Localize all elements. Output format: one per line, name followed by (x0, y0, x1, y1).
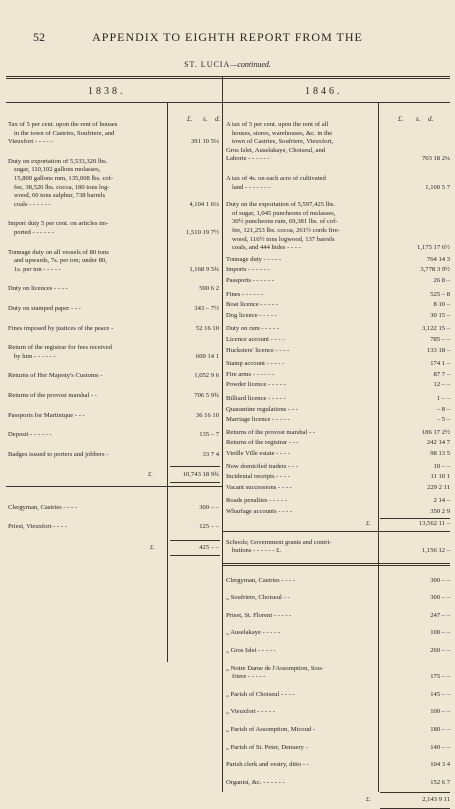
right-row-amount: 1,175 17 6½ (417, 244, 450, 252)
right-row-text: Licence account - - - - (226, 336, 285, 343)
left-total-rule (170, 482, 220, 483)
right-row-text: Laborie - - - - - - (226, 155, 270, 163)
schools-amount: 1,156 12 – (421, 547, 450, 555)
right-total: 13,562 11 – (418, 519, 450, 527)
right-row-text: Roads penalties - - - - - (226, 497, 287, 505)
left-row-amount: 1,510 19 7½ (186, 229, 219, 236)
right-clergy-row-amount: 140 – – (430, 743, 450, 751)
left-row-text: Fines imposed by justices of the peace - (8, 324, 114, 332)
right-row-text: Tonnage duty - - - - - (226, 255, 282, 263)
right-clergy-row-text: „ Vieuxfort - - - - - (226, 708, 275, 716)
right-total2-label: £. (366, 796, 371, 804)
right-row-amount: – 8 – (436, 405, 450, 413)
left-row-text: Duty on exportation of 5,533,320 lbs. (8, 157, 108, 165)
right-clergy-row-text: „ Parish of Assomption, Micoud - (226, 726, 316, 733)
right-row-amount: 26 8 – (433, 277, 450, 284)
right-total-rule (222, 531, 450, 532)
left-row-amount: 33 7 4 (202, 450, 219, 458)
top-rule (6, 76, 450, 77)
right-row-text: Stamp account - - - - - (226, 360, 285, 368)
left-clergy-row-text: Clergyman, Castries - - - - (8, 504, 78, 512)
right-row-text: Hucksters' licence - - - - (226, 346, 290, 354)
right-row-text: Vacant successions - - - - (226, 483, 292, 491)
left-row-text: 15,800 gallons rum, 135,008 lbs. cof- (14, 175, 114, 182)
right-clergy-row-amount: 100 – – (430, 708, 450, 716)
right-total2-rule-top (380, 792, 450, 793)
top-rule-2 (6, 78, 450, 79)
right-row-text: land - - - - - - - (232, 183, 271, 191)
left-total-label: £. (148, 471, 153, 479)
left-row-amount: 590 6 2 (199, 285, 219, 293)
right-row-amount: 87 7 – (433, 370, 450, 378)
right-clergy-row-text: Priest, St. Florent - - - - - (226, 611, 292, 619)
right-row-amount: 133 18 – (426, 346, 450, 354)
left-row-text: Tax of 5 per cent. upon the rent of houses (8, 121, 118, 128)
left-row-text: Return of the registrar for fees received (8, 344, 112, 352)
left-row-text: fee, 38,520 lbs. cocoa, 180 tons log- (14, 183, 110, 191)
left-money-divider (167, 102, 168, 662)
right-row-amount: 174 1 – (430, 360, 450, 368)
left-row-text: coals - - - - - - (14, 200, 51, 208)
left-row-amount: 609 14 1 (195, 352, 219, 360)
right-row-text: Incidental receipts - - - - (226, 473, 290, 481)
right-clergy-row-text: „ Parish of St. Peter, Denuery - (226, 743, 308, 751)
right-row-text: Wharfage accounts - - - - (226, 508, 293, 515)
right-row-amount: 764 14 3 (426, 255, 450, 263)
left-row-text: Duty on stamped paper - - - (8, 305, 81, 312)
right-row-amount: 1,100 5 7 (425, 183, 450, 191)
left-row-amount: 52 16 10 (195, 324, 219, 332)
right-row-text: Imports - - - - - - (226, 266, 270, 274)
right-row-text: Duty on the exportation of 5,597,425 lbs. (226, 201, 335, 209)
right-clergy-row-text: „ Parish of Choiseul - - - - (226, 690, 295, 698)
right-subtotal-rule (380, 518, 450, 519)
right-clergy-row-text: „ Soufriere, Choiseul - - (226, 594, 290, 602)
right-clergy-row-amount: 300 – – (430, 576, 450, 584)
island-heading (0, 60, 455, 69)
left-row-text: sugar, 110,102 gallons molasses, (14, 166, 101, 174)
page-header (0, 30, 455, 46)
right-row-text: houses, stores, warehouses, &c. in the (232, 129, 333, 137)
right-row-text: Powder licence - - - - - (226, 381, 286, 389)
left-currency-2: d. (215, 115, 221, 123)
year-rule (6, 102, 450, 103)
left-year: 1838. (88, 86, 126, 97)
right-clergy-row-amount: 300 – – (430, 594, 450, 602)
left-row-text: Tonnage duty on all vessels of 80 tons (8, 248, 109, 256)
schools-row-text: butions - - - - - - £. (232, 547, 282, 555)
right-row-amount: 350 2 9 (430, 508, 450, 515)
right-clergy-row-amount: 145 – – (430, 690, 450, 698)
left-total2-rule (170, 555, 220, 556)
right-total-label: £. (366, 519, 371, 527)
left-row-text: Badges issued to porters and jobbers - (8, 450, 109, 458)
left-row-amount: 36 16 10 (195, 411, 219, 419)
right-row-amount: 11 10 1 (430, 473, 450, 481)
right-row-text: Now domiciled traders - - - (226, 462, 298, 470)
right-money-divider (378, 102, 379, 792)
right-row-text: Passports - - - - - - (226, 277, 274, 284)
left-clergy-row-text: Priest, Vieuxfort - - - - (8, 523, 67, 530)
right-row-text: Dog licence - - - - - (226, 311, 277, 319)
right-row-amount: 229 2 11 (427, 483, 450, 491)
left-row-text: Import duty 5 per cent. on articles im- (8, 220, 109, 228)
left-row-text: Returns of Her Majesty's Customs - (8, 372, 103, 380)
right-clergy-row-text: „ Auselakaye - - - - - (226, 629, 281, 637)
left-total2-rule-top (170, 540, 220, 541)
left-clergy-row-amount: 125 – – (199, 523, 219, 530)
right-clergy-row-amount: 260 – – (430, 647, 450, 654)
left-row-text: wood, 60 tons sulphur, 738 barrels (14, 192, 106, 200)
left-currency-1: s. (203, 115, 208, 123)
right-total2: 2,143 9 11 (422, 796, 450, 804)
right-row-amount: 3,122 15 – (421, 325, 450, 333)
right-clergy-row-text: friere - - - - - (232, 673, 266, 681)
island-suffix: —continued. (230, 60, 271, 69)
left-row-amount: 343 – 7½ (194, 305, 219, 312)
left-section-rule (6, 486, 222, 487)
left-row-text: Deposit - - - - - - (8, 431, 52, 439)
left-row-text: Vieuxfort - - - - - (8, 138, 53, 146)
right-row-amount: 8 10 – (433, 301, 450, 309)
right-row-amount: 703 18 2¼ (421, 155, 450, 163)
right-currency-2: d. (428, 115, 434, 123)
right-clergy-row-amount: 247 – – (430, 611, 450, 619)
right-row-amount: 525 – 8 (430, 290, 450, 298)
schools-row-text: Schools; Government grants and contri- (226, 538, 332, 546)
right-row-amount: 1 – – (436, 395, 450, 402)
left-row-text: Returns of the provost marshal - - (8, 392, 97, 399)
left-currency-0: £. (187, 115, 193, 123)
right-clergy-row-text: Clergyman, Castries - - - - (226, 576, 296, 584)
island-name: ST. LUCIA (184, 60, 231, 69)
right-row-amount: 12 – – (433, 381, 450, 389)
right-row-amount: 10 – – (433, 462, 450, 470)
page-title: APPENDIX TO EIGHTH REPORT FROM THE (92, 30, 363, 44)
right-row-text: A tax of 4s. on each acre of cultivated (226, 175, 326, 182)
right-row-amount: 2 14 – (433, 497, 450, 505)
left-row-amount: 135 – 7 (199, 431, 219, 439)
right-row-text: A tax of 5 per cent. upon the rent of all (226, 121, 329, 128)
right-row-amount: 98 13 5 (430, 450, 450, 457)
schools-rule-2 (222, 565, 450, 566)
right-row-text: Boat licence - - - - - (226, 301, 278, 309)
right-row-text: Billiard licence - - - - - (226, 395, 286, 402)
left-total2: 425 – – (199, 543, 219, 551)
left-row-amount: 706 5 9¾ (194, 392, 219, 399)
right-row-text: 30½ puncheons rum, 69,381 lbs. of cof- (232, 218, 338, 226)
left-row-text: by him - - - - - - (14, 352, 56, 360)
right-clergy-row-amount: 175 – – (430, 673, 450, 681)
right-row-amount: – 5 – (436, 416, 450, 424)
left-row-text: in the town of Castries, Soufriere, and (14, 129, 115, 137)
right-row-text: Fines - - - - - - (226, 290, 264, 298)
right-row-text: Quarantine regulations - - - (226, 405, 298, 413)
left-row-amount: 4,104 1 6¼ (189, 200, 219, 208)
page-number: 52 (33, 30, 45, 44)
right-row-text: Returns of the provost marshal - - (226, 428, 315, 436)
right-row-text: Fire arms - - - - - - (226, 370, 275, 378)
right-row-text: fee, 121,253 lbs. cocoa, 261½ cords fire- (232, 227, 340, 234)
center-divider (222, 76, 223, 792)
right-row-amount: 785 – – (430, 336, 450, 343)
right-row-text: coals, and 444 hides - - - - (232, 244, 301, 252)
right-row-amount: 186 17 2½ (421, 428, 450, 436)
left-row-text: Duty on licences - - - - (8, 285, 68, 293)
schools-rule (222, 563, 450, 564)
left-row-text: Passports for Martinique - - - (8, 411, 85, 419)
right-row-text: Duty on rum - - - - - (226, 325, 279, 333)
right-row-text: Returns of the registrar - - - (226, 439, 299, 447)
right-clergy-row-text: „ Notre Dame de l'Assomption, Sou- (226, 664, 324, 672)
right-row-text: Gros Islet, Auselakaye, Choiseul, and (226, 146, 326, 154)
right-currency-1: s. (416, 115, 421, 123)
right-clergy-row-text: Organist, &c. - - - - - - (226, 778, 285, 786)
left-subtotal-rule (170, 466, 220, 467)
left-total: 10,743 18 9¾ (182, 471, 219, 479)
left-row-text: ported - - - - - - (14, 229, 54, 236)
left-total2-label: £. (150, 543, 155, 551)
left-row-amount: 1,168 9 5¾ (189, 265, 219, 273)
left-row-text: 1s. per ton - - - - - (14, 265, 61, 273)
right-row-text: town of Castries, Soufriere, Vieuxfort, (232, 138, 334, 146)
left-clergy-row-amount: 300 – – (199, 504, 219, 512)
right-row-text: wood, 116½ tons logwood, 137 barrels (232, 235, 335, 243)
right-currency-0: £. (398, 115, 404, 123)
right-clergy-row-amount: 100 – – (430, 629, 450, 637)
right-year: 1846. (305, 86, 343, 97)
right-row-text: of sugar, 1,045 puncheons of molasses, (232, 209, 336, 217)
right-clergy-row-text: „ Gros Islet - - - - - (226, 647, 276, 654)
right-clergy-row-text: Parish clerk and vestry, ditto - - (226, 761, 309, 769)
right-clergy-row-amount: 152 6 7 (430, 778, 450, 786)
right-row-amount: 3,778 3 9½ (420, 266, 450, 274)
right-clergy-row-amount: 104 3 4 (430, 761, 450, 769)
right-row-amount: 30 15 – (430, 311, 450, 319)
left-row-text: and upwards, 7s. per ton; under 80, (14, 257, 107, 265)
right-row-amount: 242 14 7 (426, 439, 450, 447)
right-row-text: Marriage licence - - - - - (226, 416, 290, 424)
right-row-text: Vieille Ville estate - - - - (226, 450, 290, 457)
left-row-amount: 1,052 9 6 (194, 372, 219, 380)
left-row-amount: 391 10 5¼ (190, 138, 219, 146)
right-clergy-row-amount: 180 – – (430, 726, 450, 733)
